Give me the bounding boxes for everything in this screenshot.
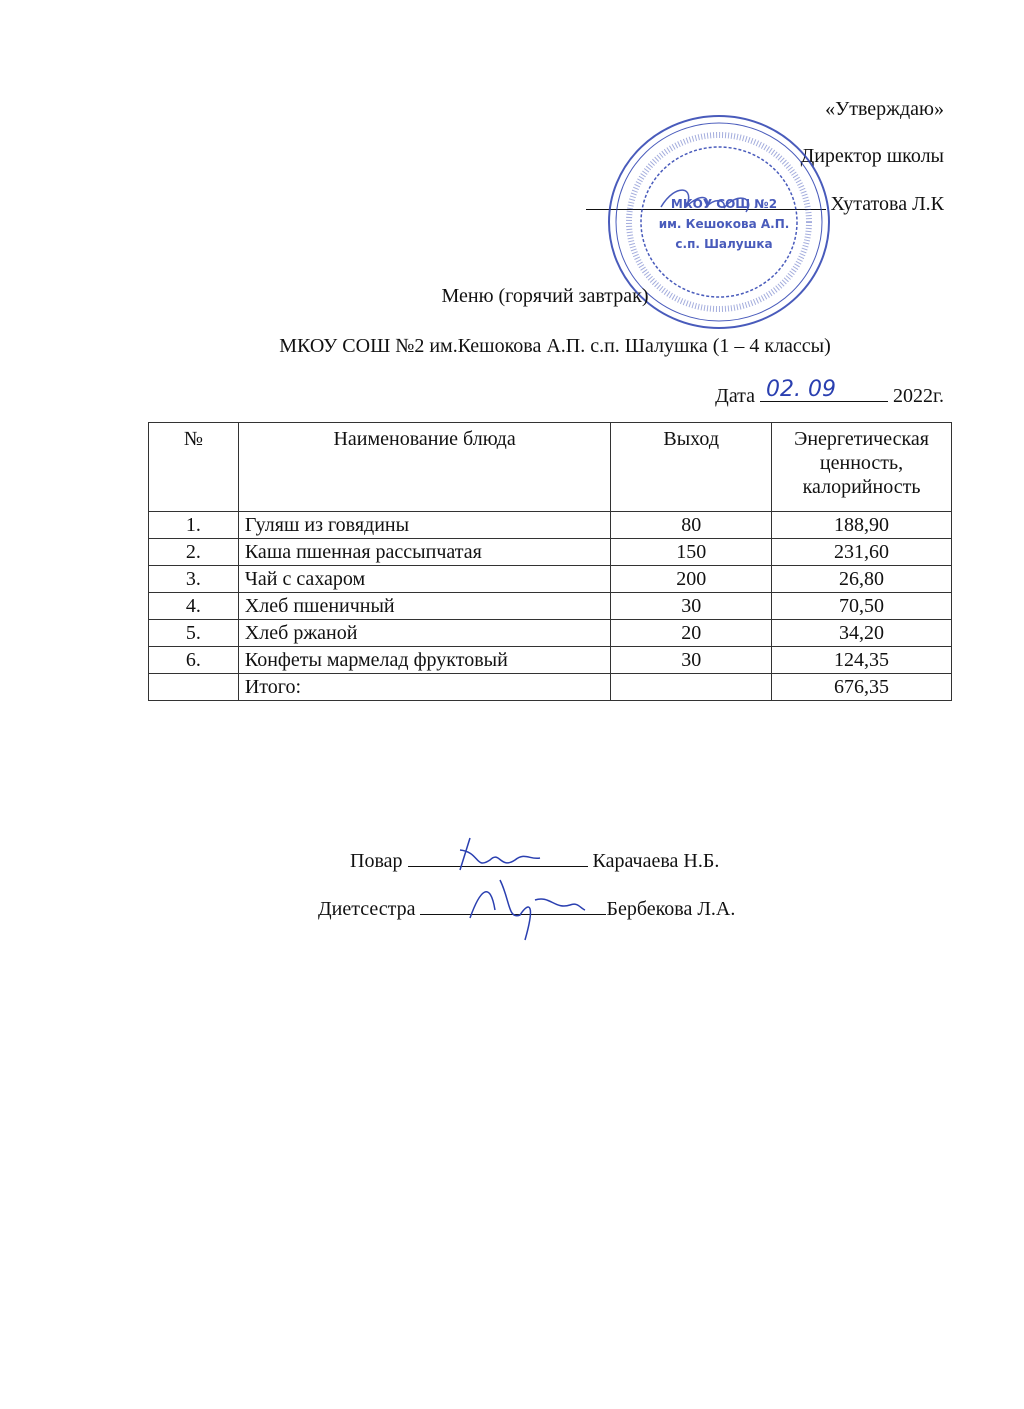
row-output: 20 — [611, 620, 772, 647]
row-name: Гуляш из говядины — [238, 512, 610, 539]
dietnurse-signature — [460, 870, 590, 950]
date-label: Дата — [715, 385, 756, 407]
row-num: 4. — [149, 593, 239, 620]
table-total-row — [149, 674, 952, 701]
table-row — [149, 593, 952, 620]
row-num: 1. — [149, 512, 239, 539]
table-header-row — [149, 423, 952, 512]
stamp-line-3: с.п. Шалушка — [675, 237, 773, 251]
stamp-line-1: МКОУ СОШ №2 — [670, 197, 778, 211]
header-energy: Энергетическая ценность, калорийность — [772, 423, 952, 512]
total-energy: 676,35 — [772, 674, 952, 701]
date-year: 2022г. — [893, 385, 944, 407]
row-output: 30 — [611, 647, 772, 674]
row-name: Хлеб ржаной — [238, 620, 610, 647]
row-num: 3. — [149, 566, 239, 593]
table-row — [149, 512, 952, 539]
row-output: 200 — [611, 566, 772, 593]
header-output: Выход — [611, 423, 772, 512]
row-name: Чай с сахаром — [238, 566, 610, 593]
header-num: № — [149, 423, 239, 512]
table-row — [149, 539, 952, 566]
date-row — [715, 377, 944, 408]
total-num-empty — [149, 674, 239, 701]
row-energy: 188,90 — [772, 512, 952, 539]
total-label: Итого: — [238, 674, 610, 701]
row-num: 6. — [149, 647, 239, 674]
row-output: 150 — [611, 539, 772, 566]
date-handwritten: 02. 09 — [766, 377, 837, 402]
row-output: 30 — [611, 593, 772, 620]
stamp-line-2: им. Кешокова А.П. — [658, 217, 790, 231]
page-subtitle: МКОУ СОШ №2 им.Кешокова А.П. с.п. Шалушка (1 – 4 классы) — [279, 335, 831, 357]
menu-table — [148, 422, 952, 701]
row-output: 80 — [611, 512, 772, 539]
row-energy: 124,35 — [772, 647, 952, 674]
approval-label: «Утверждаю» — [825, 98, 944, 120]
row-energy: 231,60 — [772, 539, 952, 566]
table-row — [149, 647, 952, 674]
dietnurse-role: Диетсестра — [318, 898, 416, 920]
approval-position: Директор школы — [800, 145, 944, 167]
dietnurse-name: Бербекова Л.А. — [606, 898, 736, 920]
table-row — [149, 566, 952, 593]
row-name: Конфеты мармелад фруктовый — [238, 647, 610, 674]
page-title: Меню (горячий завтрак) — [441, 285, 649, 307]
cook-role: Повар — [350, 850, 403, 872]
row-energy: 34,20 — [772, 620, 952, 647]
header-name: Наименование блюда — [238, 423, 610, 512]
row-energy: 26,80 — [772, 566, 952, 593]
row-num: 5. — [149, 620, 239, 647]
row-energy: 70,50 — [772, 593, 952, 620]
row-name: Хлеб пшеничный — [238, 593, 610, 620]
row-name: Каша пшенная рассыпчатая — [238, 539, 610, 566]
table-row — [149, 620, 952, 647]
cook-name: Карачаева Н.Б. — [592, 850, 720, 872]
row-num: 2. — [149, 539, 239, 566]
total-output-empty — [611, 674, 772, 701]
director-name: Хутатова Л.К — [830, 193, 944, 215]
